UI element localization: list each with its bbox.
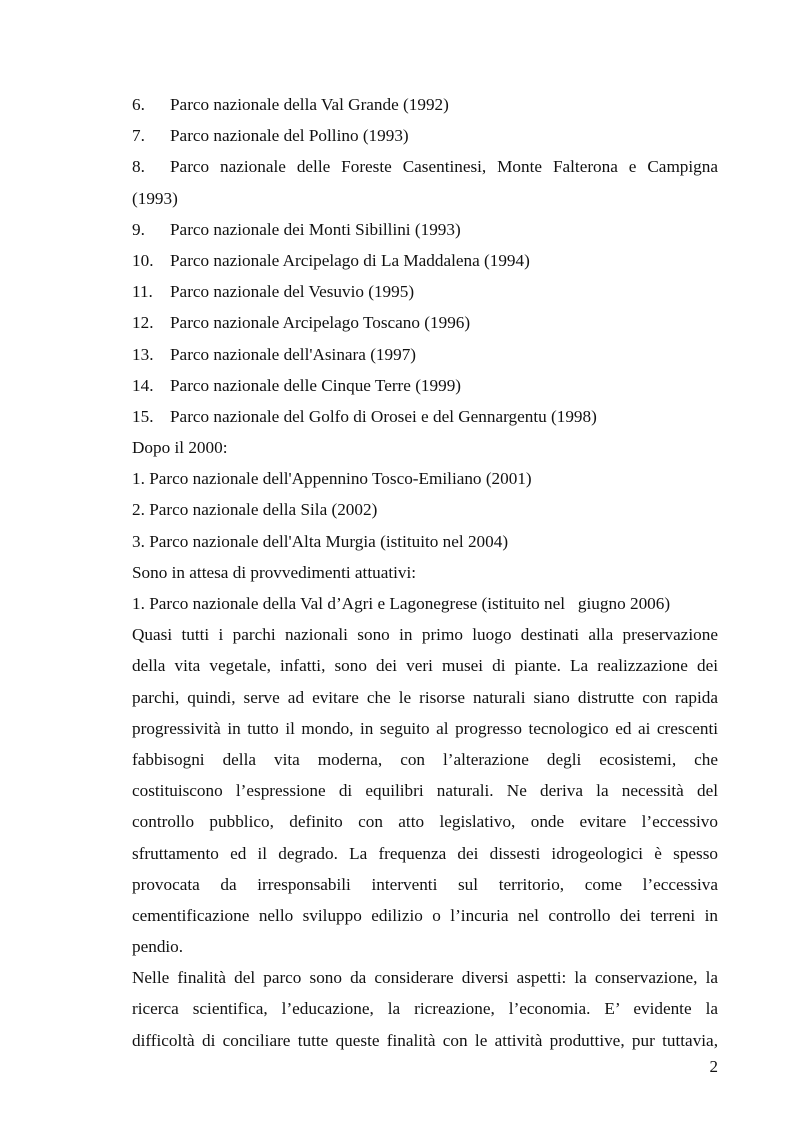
list-item (132, 151, 718, 182)
list-item-text: Parco nazionale Arcipelago Toscano (1996) (170, 313, 471, 333)
paragraph-line: ricerca scientifica, l’educazione, la ricreazione, l’economia. E’ evidente la (132, 999, 718, 1019)
paragraph-line: pendio. (132, 937, 184, 957)
list-item-number: 9. (132, 219, 145, 239)
parks-list-after-2000 (132, 463, 718, 557)
list-item (132, 245, 718, 276)
list-item: 2. Parco nazionale della Sila (2002) (132, 500, 378, 520)
list-item-number: 13. (132, 344, 154, 364)
list-item-number: 14. (132, 375, 154, 395)
list-item-continuation: (1993) (132, 188, 178, 208)
list-item-number: 6. (132, 95, 145, 114)
list-item (132, 307, 718, 338)
list-item-number: 11. (132, 282, 153, 302)
after-2000-heading: Dopo il 2000: (132, 438, 228, 458)
pending-heading: Sono in attesa di provvedimenti attuativi: (132, 562, 417, 582)
page-number: 2 (709, 1057, 718, 1076)
list-item-number: 12. (132, 313, 154, 333)
list-item (132, 214, 718, 245)
list-item (132, 276, 718, 307)
list-item-text: Parco nazionale del Pollino (1993) (170, 126, 409, 146)
list-item-text: Parco nazionale delle Foreste Casentinesi, Monte Falterona e Campigna (170, 157, 718, 177)
list-item: 1. Parco nazionale della Val d’Agri e Lagonegrese (istituito nel giugno 2006) (132, 594, 671, 613)
paragraph-line: sfruttamento ed il degrado. La frequenza dei dissesti idrogeologici è spesso (132, 843, 718, 863)
list-item (132, 339, 718, 370)
paragraph-line: fabbisogni della vita moderna, con l’alterazione degli ecosistemi, che (132, 749, 718, 769)
list-item (132, 89, 718, 120)
list-item (132, 370, 718, 401)
list-item-text: Parco nazionale del Vesuvio (1995) (170, 282, 415, 302)
paragraph-line: parchi, quindi, serve ad evitare che le risorse naturali siano distrutte con rapida (132, 687, 718, 707)
paragraph-park-aims (132, 962, 718, 1056)
list-item (132, 120, 718, 151)
list-item-number: 7. (132, 126, 145, 146)
list-item-number: 15. (132, 406, 154, 426)
list-item-text: Parco nazionale Arcipelago di La Maddalena (1994) (170, 250, 530, 270)
paragraph-line: costituiscono l’espressione di equilibri naturali. Ne deriva la necessità del (132, 781, 718, 801)
paragraph-line: provocata da irresponsabili interventi sul territorio, come l’eccessiva (132, 874, 718, 894)
parks-list-before-2000 (132, 89, 718, 432)
paragraph-line: Nelle finalità del parco sono da considerare diversi aspetti: la conservazione, la (132, 968, 718, 988)
list-item-text: Parco nazionale della Val Grande (1992) (170, 95, 449, 114)
list-item-text: Parco nazionale dell'Asinara (1997) (170, 344, 417, 364)
paragraph-line: cementificazione nello sviluppo edilizio o l’incuria nel controllo dei terreni in (132, 905, 718, 925)
paragraph-line: progressività in tutto il mondo, in seguito al progresso tecnologico ed ai crescenti (132, 718, 718, 738)
paragraph-preservation (132, 619, 718, 962)
paragraph-line: Quasi tutti i parchi nazionali sono in primo luogo destinati alla preservazione (132, 625, 718, 645)
list-item (132, 401, 718, 432)
list-item: 1. Parco nazionale dell'Appennino Tosco-Emiliano (2001) (132, 469, 532, 489)
list-item-number: 10. (132, 250, 154, 270)
list-item-text: Parco nazionale del Golfo di Orosei e del Gennargentu (1998) (170, 406, 597, 426)
list-item-text: Parco nazionale delle Cinque Terre (1999) (170, 375, 462, 395)
list-item-number: 8. (132, 157, 145, 177)
list-item-text: Parco nazionale dei Monti Sibillini (1993) (170, 219, 461, 239)
page-content (132, 89, 718, 1056)
list-item: 3. Parco nazionale dell'Alta Murgia (istituito nel 2004) (132, 531, 509, 551)
parks-list-pending (132, 588, 718, 619)
paragraph-line: difficoltà di conciliare tutte queste finalità con le attività produttive, pur tuttavia, (132, 1030, 718, 1050)
paragraph-line: controllo pubblico, definito con atto legislativo, onde evitare l’eccessivo (132, 812, 718, 832)
paragraph-line: della vita vegetale, infatti, sono dei veri musei di piante. La realizzazione dei (132, 656, 718, 676)
